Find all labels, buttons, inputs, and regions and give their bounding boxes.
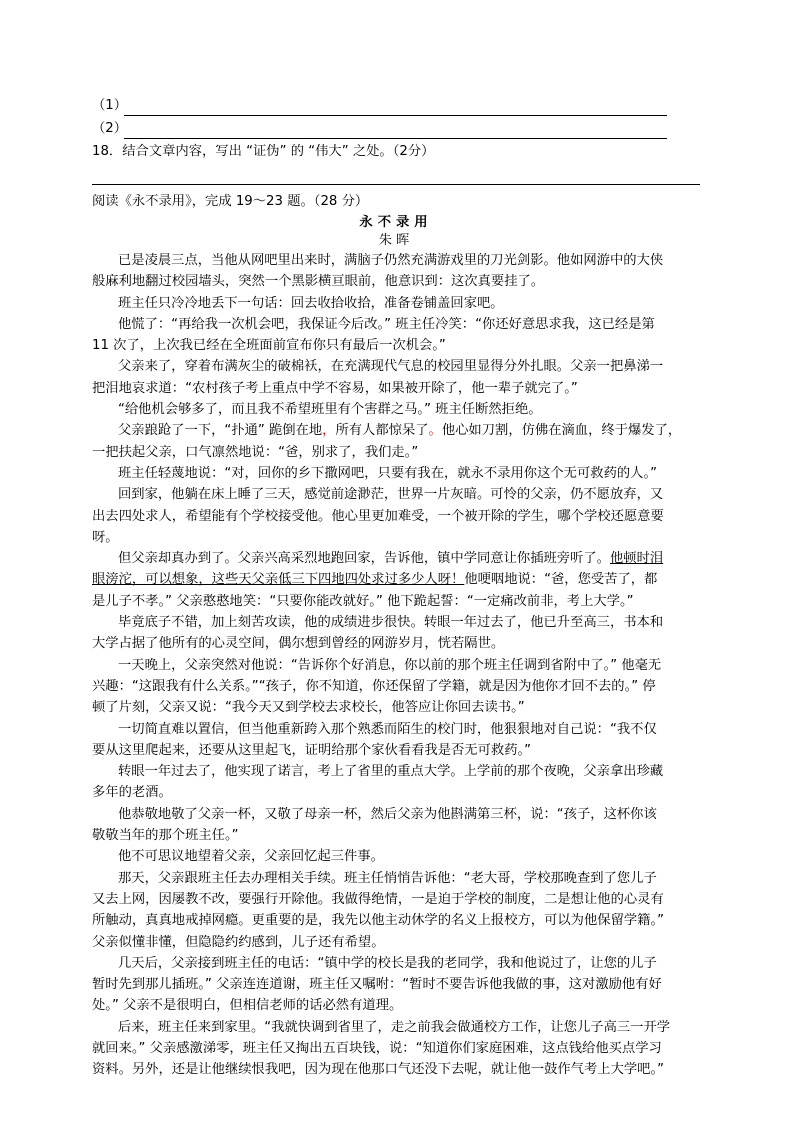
- article-line: 多年的老酒。: [92, 785, 172, 801]
- article-line: 所触动，真真地戒掉网瘾。更重要的是，我先以他主动休学的名义上报校方，可以为他保留学籍。”: [92, 913, 665, 929]
- answer-label: （2）: [92, 121, 128, 136]
- article-line: 但父亲却真办到了。父亲兴高采烈地跑回家，告诉他，镇中学同意让你插班旁听了。他顿时泪: [118, 551, 664, 567]
- article-line: 几天后，父亲接到班主任的电话：“镇中学的校长是我的老同学，我和他说过了，让您的儿子: [118, 955, 657, 971]
- question-18: 18．结合文章内容，写出 “证伪” 的 “伟大” 之处。（2分）: [92, 144, 435, 159]
- article-line: 父亲来了，穿着布满灰尘的破棉袄，在充满现代气息的校园里显得分外扎眼。父亲一把鼻涕一: [118, 359, 664, 375]
- article-author: 朱晖: [378, 233, 414, 248]
- reading-intro: 阅读《永不录用》，完成 19～23 题。（28 分）: [92, 194, 369, 209]
- article-line: 大学占据了他所有的心灵空间，偶尔想到曾经的网游岁月，恍若隔世。: [92, 636, 505, 652]
- article-line: 是儿子不孝。” 父亲憨憨地笑：“只要你能改就好。” 他下跪起誓：“一定痛改前非，考上大学。”: [92, 593, 634, 609]
- article-line: 把泪地哀求道：“农村孩子考上重点中学不容易，如果被开除了，他一辈子就完了。”: [92, 380, 578, 396]
- article-line: 父亲似懂非懂，但隐隐约约感到，儿子还有希望。: [92, 934, 385, 950]
- article-line: 出去四处求人，希望能有个学校接受他。他心里更加难受，一个被开除的学生，哪个学校还愿意要: [92, 508, 664, 524]
- article-line: 11 次了，上次我已经在全班面前宣布你只有最后一次机会。”: [92, 338, 446, 354]
- article-line: 兴趣：“这跟我有什么关系。”“孩子，你不知道，你还保留了学籍，就是因为他你才回不去的。” 停: [92, 678, 656, 694]
- article-line: 呀。: [92, 529, 119, 545]
- article-line: 眼滂沱，可以想象，这些天父亲低三下四地四处求过多少人呀！他哽咽地说：“爸，您受苦了，都: [92, 572, 658, 588]
- article-body: [92, 250, 702, 1081]
- article-line: 班主任轻蔑地说：“对，回你的乡下撒网吧，只要有我在，就永不录用你这个无可救药的人。”: [118, 465, 658, 481]
- article-line: 毕竟底子不错，加上刻苦攻读，他的成绩进步很快。转眼一年过去了，他已升至高三，书本和: [118, 615, 664, 631]
- article-line: 父亲踉跄了一下，“扑通” 跪倒在地，所有人都惊呆了。他心如刀割，仿佛在滴血，终于爆发了，: [118, 423, 682, 439]
- article-line: 那天，父亲跟班主任去办理相关手续。班主任悄悄告诉他：“老大哥，学校那晚查到了您儿子: [118, 870, 657, 886]
- article-line: “给他机会够多了，而且我不希望班里有个害群之马。” 班主任断然拒绝。: [118, 402, 542, 418]
- article-line: 转眼一年过去了，他实现了诺言，考上了省里的重点大学。上学前的那个夜晚，父亲拿出珍藏: [118, 764, 664, 780]
- article-line: 顿了片刻，父亲又说：“我今天又到学校去求校长，他答应让你回去读书。”: [92, 700, 525, 716]
- article-line: 暂时先到那儿插班。” 父亲连连道谢，班主任又嘱咐：“暂时不要告诉他我做的事，这对激励他有好: [92, 977, 662, 993]
- answer-blank: [124, 138, 667, 139]
- article-line: 一天晚上，父亲突然对他说：“告诉你个好消息，你以前的那个班主任调到省附中了。” 他毫无: [118, 657, 662, 673]
- article-line: 已是凌晨三点，当他从网吧里出来时，满脑子仍然充满游戏里的刀光剑影。他如网游中的大侠: [118, 253, 664, 268]
- article-line: 处。” 父亲不是很明白，但相信老师的话必然有道理。: [92, 998, 403, 1014]
- article-line: 回到家，他躺在床上睡了三天，感觉前途渺茫，世界一片灰暗。可怜的父亲，仍不愿放弃，又: [118, 487, 664, 503]
- article-line: 他恭敬地敬了父亲一杯，又敬了母亲一杯，然后父亲为他斟满第三杯，说：“孩子，这杯你该: [118, 806, 657, 822]
- article-line: 一切简直难以置信，但当他重新跨入那个熟悉而陌生的校门时，他狠狠地对自己说：“我不仅: [118, 721, 657, 737]
- article-line: 又去上网，因屡教不改，要强行开除他。我做得绝情，一是迫于学校的制度，二是想让他的心灵有: [92, 891, 664, 907]
- article-line: 班主任只冷冷地丢下一句话：回去收拾收拾，准备卷铺盖回家吧。: [118, 295, 504, 311]
- article-title: 永不录用: [359, 215, 433, 230]
- article-line: 资料。另外，还是让他继续恨我吧，因为现在他那口气还没下去呢，就让他一鼓作气考上大学吧。”: [92, 1062, 665, 1078]
- answer-blank-long[interactable]: [92, 184, 700, 185]
- article-line: 就回来。” 父亲感激涕零，班主任又掏出五百块钱，说：“知道你们家庭困难，这点钱给他买点学习: [92, 1040, 662, 1056]
- article-line: 他不可思议地望着父亲，父亲回忆起三件事。: [118, 849, 384, 865]
- answer-label: （1）: [92, 98, 128, 113]
- article-line: 一把扶起父亲，口气凛然地说：“爸，别求了，我们走。”: [92, 444, 419, 460]
- article-line: 要从这里爬起来，还要从这里起飞，证明给那个家伙看看我是否无可救药。”: [92, 742, 532, 758]
- answer-blank: [124, 115, 667, 116]
- article-line: 般麻利地翻过校园墙头，突然一个黑影横亘眼前，他意识到：这次真要挂了。: [92, 274, 545, 290]
- article-line: 敬敬当年的那个班主任。”: [92, 828, 239, 844]
- article-line: 他慌了：“再给我一次机会吧，我保证今后改。” 班主任冷笑：“你还好意思求我，这已经是第: [118, 316, 655, 332]
- article-line: 后来，班主任来到家里。“我就快调到省里了，走之前我会做通校方工作，让您儿子高三一开学: [118, 1019, 671, 1035]
